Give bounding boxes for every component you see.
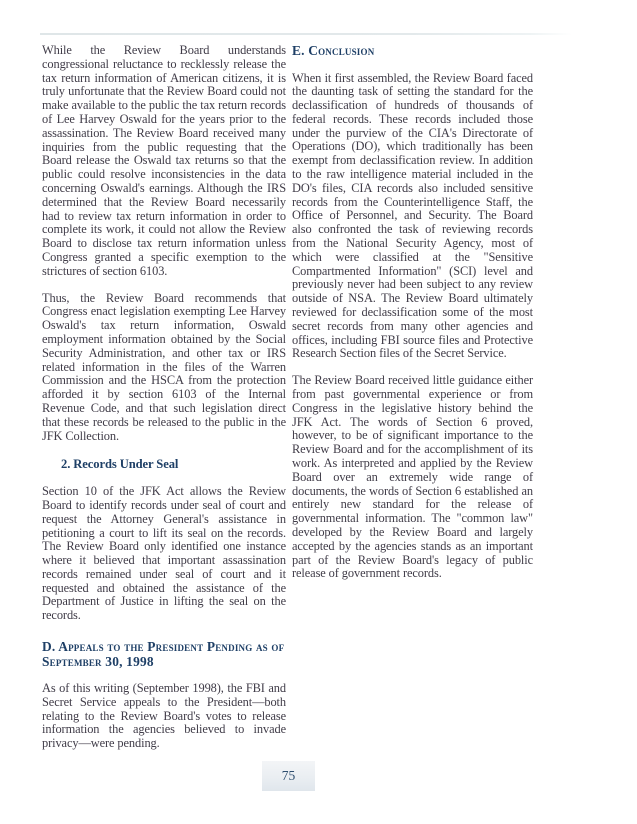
left-column: [42, 44, 286, 764]
heading-appeals-to-president: D. Appeals to the President Pending as of September 30, 1998: [42, 639, 285, 669]
page-top-rule: [40, 33, 572, 35]
heading-conclusion: E. Conclusion: [292, 43, 375, 58]
paragraph-records-under-seal: Section 10 of the JFK Act allows the Review Board to identify records under seal of court and request the Attorney General's assistance in petitioning a court to lift its seal on the records. The Review Board only identified one instance where it believed that important assassination records remained under seal of court and it requested and obtained the assistance of the Department of Justice in lifting the seal on the records.: [42, 484, 286, 623]
paragraph-appeals-pending: As of this writing (September 1998), the FBI and Secret Service appeals to the President—both relating to the Review Board's votes to release information the agencies believed to invade privacy—were pending.: [42, 681, 286, 751]
subheading-records-under-seal: 2. Records Under Seal: [61, 457, 179, 472]
right-column: [292, 44, 533, 594]
page-number-badge: [262, 761, 315, 791]
paragraph-conclusion-1: When it first assembled, the Review Board faced the daunting task of setting the standard for the declassification of hundreds of thousands of federal records. These records included those under the purview of the CIA's Directorate of Operations (DO), which traditionally has been exempt from declassification review. In addition to the raw intelligence material included in the DO's files, CIA records also included sensitive records from the Counterintelligence Staff, the Office of Personnel, and Security. The Board also confronted the task of reviewing records from the National Security Agency, most of which were classified at the "Sensitive Compartmented Information" (SCI) level and previously never had been subject to any review outside of NSA. The Review Board ultimately reviewed for declassification some of the most secret records from many other agencies and offices, including FBI source files and Protective Research Section files of the Secret Service.: [292, 70, 533, 361]
page-number: 75: [281, 768, 296, 783]
paragraph-tax-return-1: While the Review Board understands congressional reluctance to recklessly release the tax return information of American citizens, it is truly unfortunate that the Review Board could not make available to the public the tax return records of Lee Harvey Oswald for the years prior to the assassination. The Review Board received many inquiries from the public requesting that the Board release the Oswald tax returns so that the public could resolve inconsistencies in the data concerning Oswald's earnings. Although the IRS determined that the Review Board necessarily had to review tax return information in order to complete its work, it could not allow the Review Board to disclose tax return information unless Congress granted a specific exemption to the strictures of section 6103.: [42, 43, 286, 278]
paragraph-conclusion-2: The Review Board received little guidance either from past governmental experience or from Congress in the legislative history behind the JFK Act. The words of Section 6 proved, however, to be of significant importance to the Review Board and for the accomplishment of its work. As interpreted and applied by the Review Board over an extremely wide range of documents, the words of Section 6 established an entirely new standard for the release of governmental information. The "common law" developed by the Review Board and largely accepted by the agencies stands as an important part of the Review Board's legacy of public release of government records.: [292, 373, 533, 581]
paragraph-tax-return-2: Thus, the Review Board recommends that Congress enact legislation exempting Lee Harvey Oswald's tax return information, Oswald employment information obtained by the Social Security Administration, and other tax or IRS related information in the files of the Warren Commission and the HSCA from the protection afforded it by section 6103 of the Internal Revenue Code, and that such legislation direct that these records be released to the public in the JFK Collection.: [42, 290, 286, 443]
